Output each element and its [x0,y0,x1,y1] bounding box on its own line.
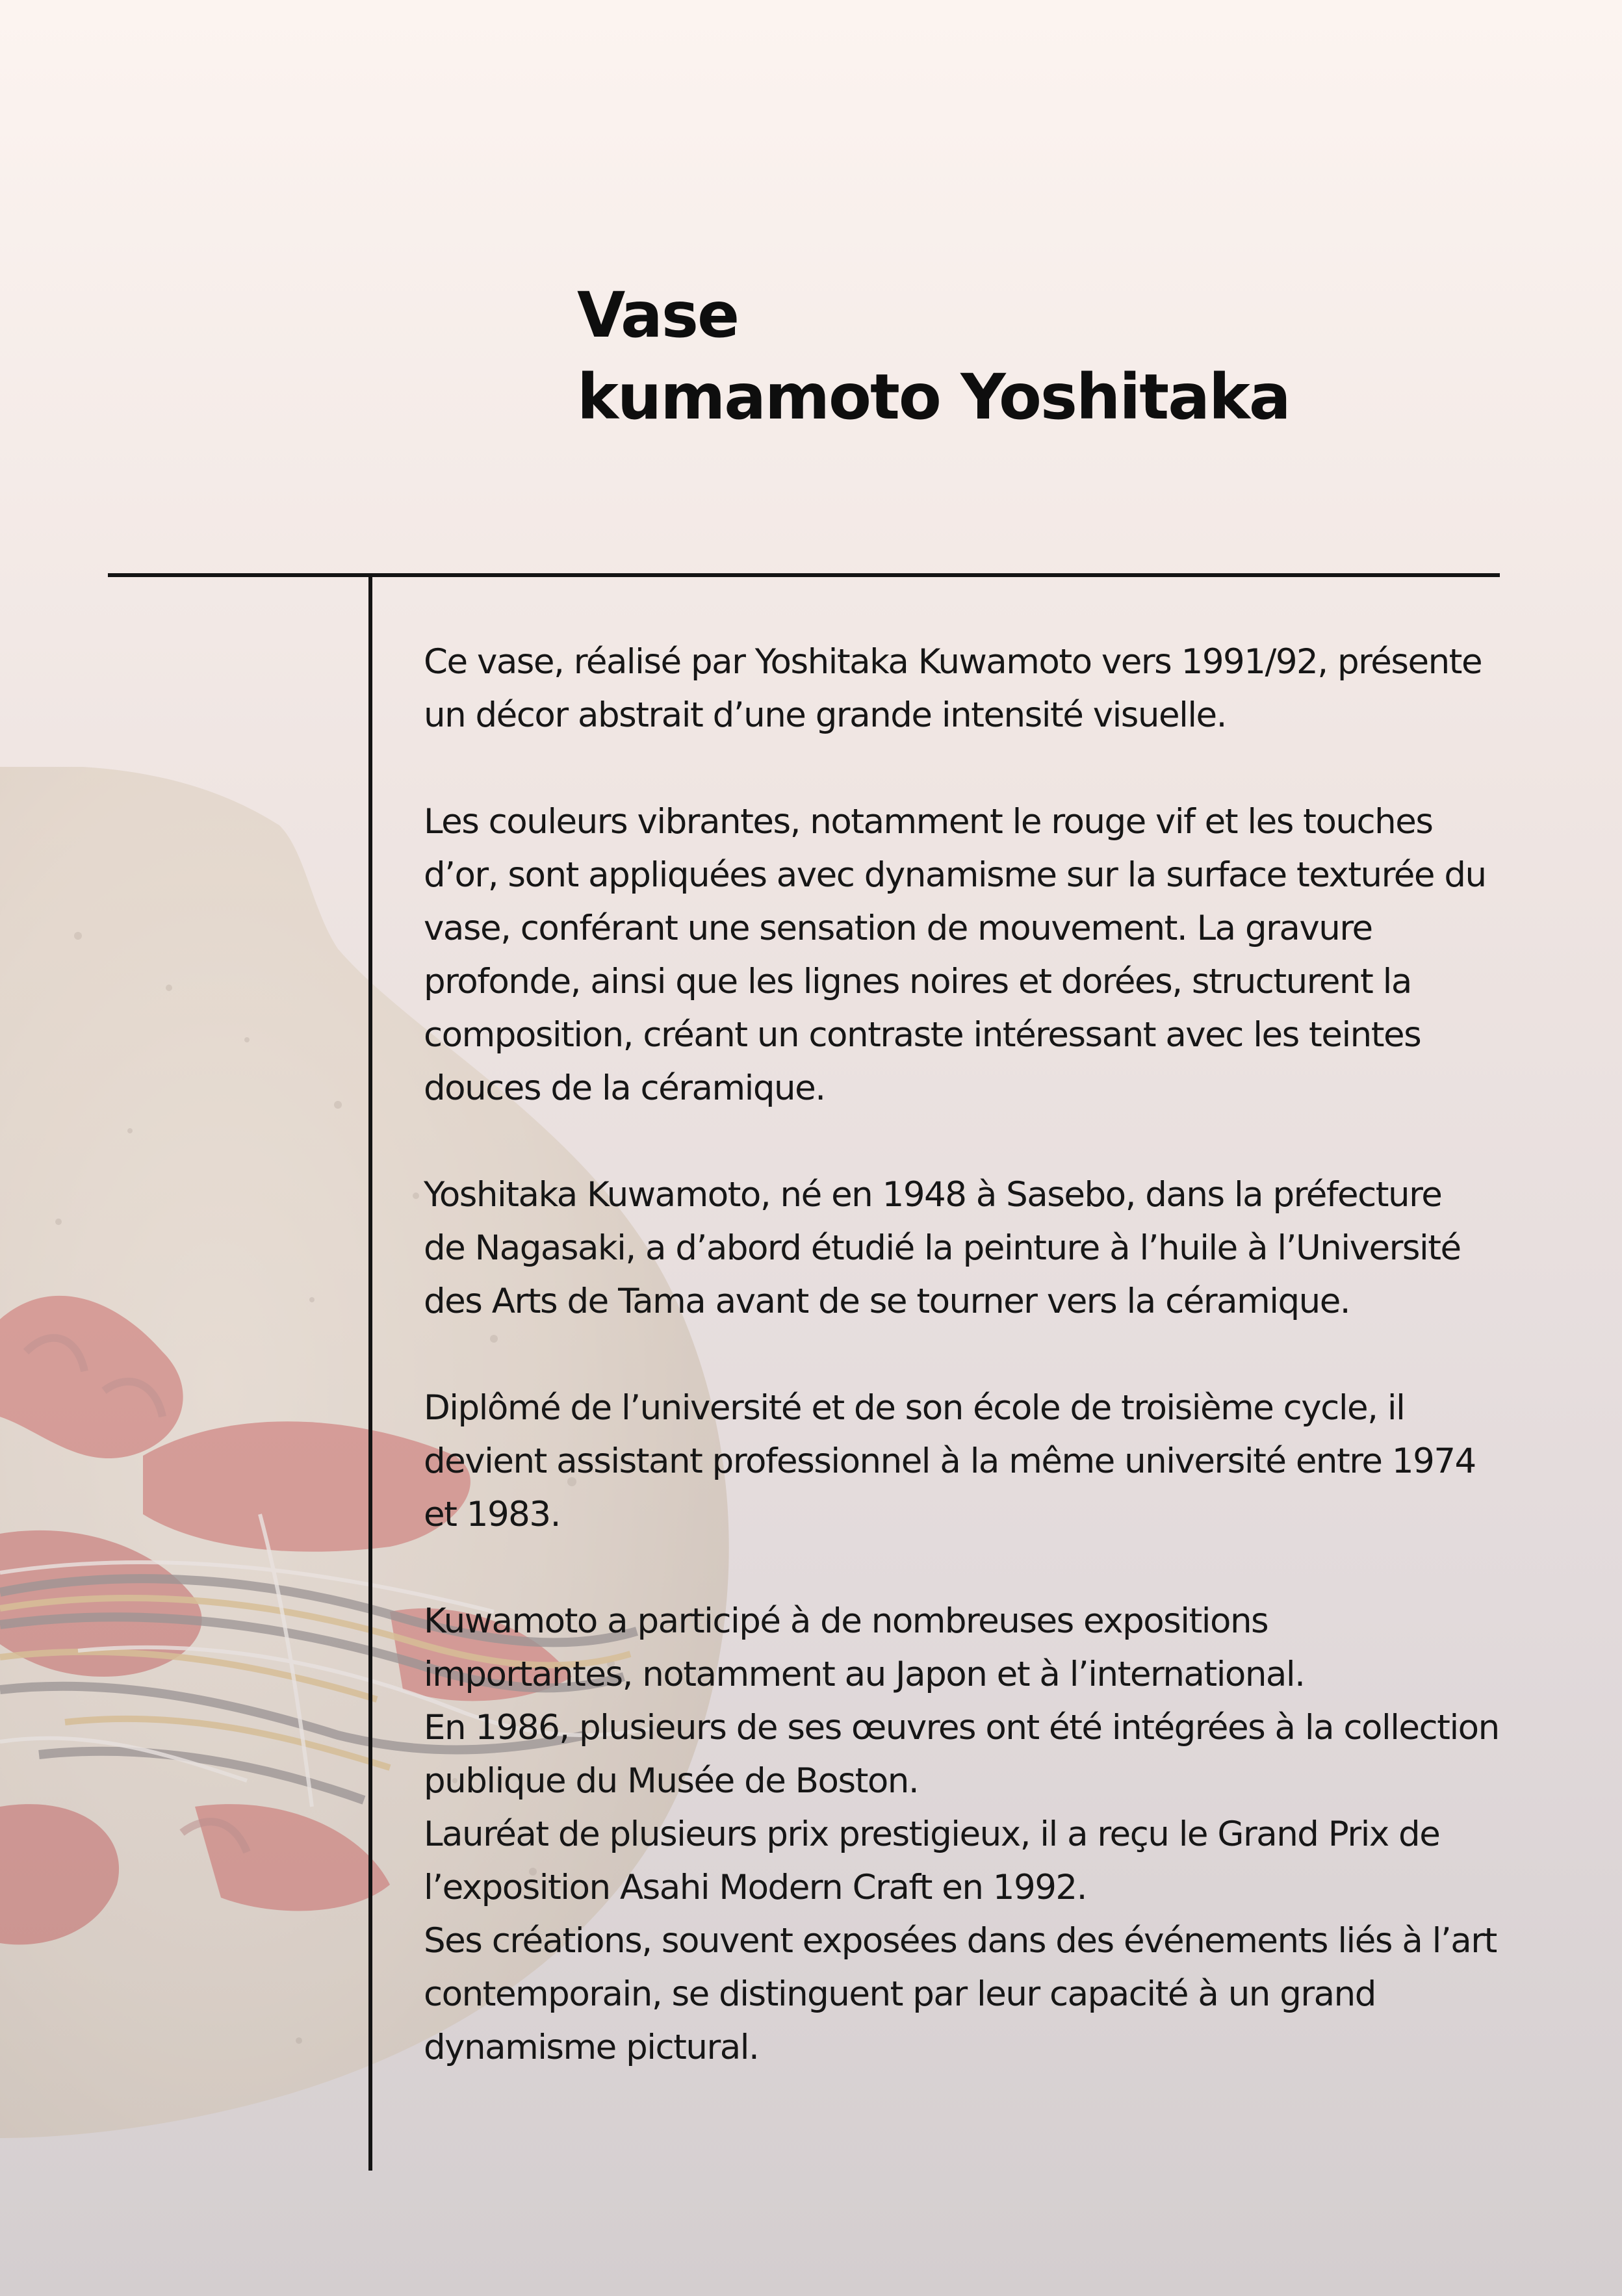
text-line: de Nagasaki, a d’abord étudié la peinture à l’huile à l’Université [424,1228,1461,1268]
text-line: importantes, notamment au Japon et à l’international. [424,1655,1305,1694]
text-line: En 1986, plusieurs de ses œuvres ont été intégrées à la collection [424,1708,1499,1748]
text-line: profonde, ainsi que les lignes noires et dorées, structurent la [424,962,1411,1001]
text-line: contemporain, se distinguent par leur capacité à un grand [424,1974,1376,2014]
paragraph-biography [424,1168,1593,1328]
text-line: dynamisme pictural. [424,2028,759,2067]
text-line: Diplômé de l’université et de son école de troisième cycle, il [424,1388,1405,1428]
paragraph-intro [424,636,1593,742]
text-line: Yoshitaka Kuwamoto, né en 1948 à Sasebo, dans la préfecture [424,1175,1442,1215]
text-line: Ses créations, souvent exposées dans des événements liés à l’art [424,1921,1497,1961]
text-line: Ce vase, réalisé par Yoshitaka Kuwamoto vers 1991/92, présente [424,642,1482,682]
text-line: l’exposition Asahi Modern Craft en 1992. [424,1868,1087,1907]
paragraph-career [424,1595,1593,2074]
text-line: et 1983. [424,1495,560,1534]
title-line-1: Vase [577,279,739,352]
text-line: Lauréat de plusieurs prix prestigieux, il a reçu le Grand Prix de [424,1814,1440,1854]
body-text [424,636,1593,2128]
title-line-2: kumamoto Yoshitaka [577,361,1290,433]
paragraph-education [424,1382,1593,1541]
text-line: devient assistant professionnel à la même université entre 1974 [424,1441,1476,1481]
text-line: d’or, sont appliquées avec dynamisme sur la surface texturée du [424,855,1486,895]
text-line: douces de la céramique. [424,1068,825,1108]
text-line: un décor abstrait d’une grande intensité visuelle. [424,695,1227,735]
text-line: vase, conférant une sensation de mouvement. La gravure [424,909,1372,948]
vertical-rule [368,573,372,2171]
text-line: des Arts de Tama avant de se tourner vers la céramique. [424,1282,1350,1321]
paragraph-colors [424,795,1593,1115]
page-title [577,274,1290,438]
text-line: composition, créant un contraste intéressant avec les teintes [424,1015,1421,1055]
text-line: Kuwamoto a participé à de nombreuses expositions [424,1601,1268,1641]
text-line: publique du Musée de Boston. [424,1761,919,1801]
text-line: Les couleurs vibrantes, notamment le rouge vif et les touches [424,802,1433,842]
horizontal-rule [108,573,1500,577]
